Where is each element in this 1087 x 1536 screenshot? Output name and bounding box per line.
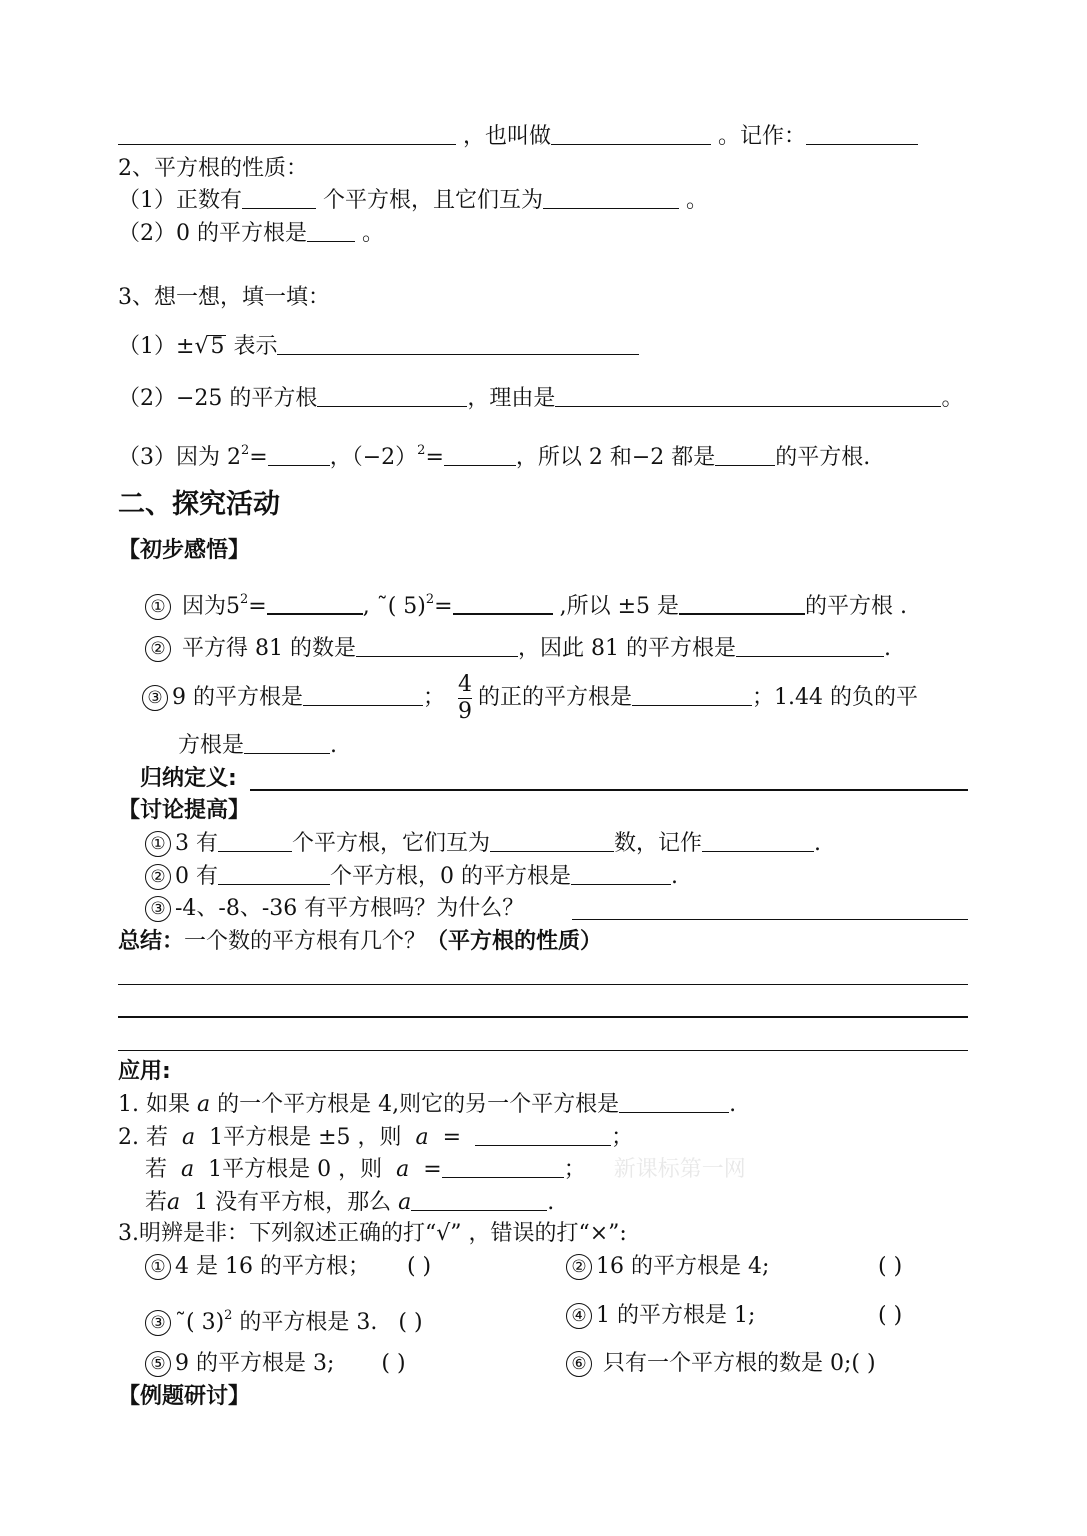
variable: a xyxy=(181,1125,196,1150)
preliminary-item-3 xyxy=(142,670,918,726)
text: 的一个平方根是 4,则它的另一个平方根是 xyxy=(217,1092,620,1117)
text: . xyxy=(883,636,891,661)
text: . xyxy=(330,733,338,758)
denominator: 9 xyxy=(458,698,473,724)
text: ，（−2） xyxy=(329,445,418,470)
variable: a xyxy=(396,1157,410,1182)
section-2-item-1 xyxy=(118,187,708,215)
discussion-item-3 xyxy=(145,895,524,923)
text: ，因此 81 的平方根是 xyxy=(517,636,736,661)
item-number: ① xyxy=(145,831,171,857)
statement-4 xyxy=(566,1302,755,1330)
text: 归纳定义: xyxy=(140,766,237,791)
text: 16 的平方根是 4; xyxy=(596,1254,770,1279)
answer-blank[interactable] xyxy=(619,1092,729,1113)
text: ； xyxy=(423,685,446,710)
text: ，理由是 xyxy=(467,386,556,411)
answer-blank[interactable] xyxy=(555,386,941,407)
item-number: ① xyxy=(145,1254,171,1280)
section-2-item-2 xyxy=(118,220,384,248)
application-q1 xyxy=(118,1091,736,1119)
discussion-item-1 xyxy=(145,830,821,858)
text: 1 没有平方根，那么 xyxy=(194,1190,392,1215)
statement-3 xyxy=(145,1302,423,1337)
exponent: 2 xyxy=(425,592,435,607)
text: （3）因为 2 xyxy=(118,445,241,470)
answer-blank[interactable] xyxy=(715,445,775,466)
item-number: ② xyxy=(566,1254,592,1280)
text: 3 有 xyxy=(175,831,218,856)
section-heading: 二、探究活动 xyxy=(118,489,280,520)
text: 个平方根，0 的平方根是 xyxy=(330,864,571,889)
answer-blank[interactable] xyxy=(244,733,330,754)
answer-blank[interactable] xyxy=(277,334,639,355)
variable: a xyxy=(415,1125,429,1150)
text: = xyxy=(425,445,444,470)
text: 4 是 16 的平方根； xyxy=(175,1254,370,1279)
answer-paren[interactable]: ( ) xyxy=(851,1351,876,1376)
preliminary-title: 【初步感悟】 xyxy=(118,538,251,563)
item-number: ⑥ xyxy=(566,1351,592,1377)
text: = xyxy=(249,445,268,470)
statement-2-paren[interactable]: ( ) xyxy=(878,1254,903,1279)
answer-blank[interactable] xyxy=(632,685,752,706)
answer-blank[interactable] xyxy=(307,221,355,242)
item-number: ③ xyxy=(142,685,168,711)
text: 1. 如果 xyxy=(118,1092,190,1117)
answer-blank[interactable] xyxy=(453,593,553,615)
application-q2-b xyxy=(145,1156,746,1184)
item-number: ② xyxy=(145,636,171,662)
preliminary-item-2 xyxy=(145,635,891,663)
sqrt-sign: √ xyxy=(194,334,209,359)
statement-2 xyxy=(566,1253,769,1281)
answer-blank[interactable] xyxy=(475,1125,611,1146)
exponent: 2 xyxy=(417,443,426,458)
text: 若 xyxy=(145,1190,168,1215)
section-2-title: 2、平方根的性质： xyxy=(118,156,308,181)
text: 。 xyxy=(686,188,709,213)
definition-blank[interactable] xyxy=(250,789,968,791)
text: 一个数的平方根有几个？ xyxy=(184,929,427,954)
item-number: ④ xyxy=(566,1303,592,1329)
text: 的平方根是 3. xyxy=(232,1310,378,1335)
answer-blank[interactable] xyxy=(543,188,679,209)
answer-paren[interactable]: ( ) xyxy=(381,1351,406,1376)
text: （2）0 的平方根是 xyxy=(118,221,307,246)
text: = xyxy=(248,594,267,619)
example-title: 【例题研讨】 xyxy=(118,1384,251,1409)
answer-blank[interactable] xyxy=(218,831,292,852)
statement-1 xyxy=(145,1253,431,1281)
answer-blank[interactable] xyxy=(118,124,456,145)
discussion-item-2 xyxy=(145,863,678,891)
text: 1 的平方根是 1; xyxy=(596,1303,756,1328)
answer-blank[interactable] xyxy=(411,1190,547,1211)
radicand: 5 xyxy=(210,334,225,359)
summary-blank[interactable] xyxy=(118,1016,968,1018)
application-title: 应用: xyxy=(118,1059,171,1084)
answer-paren[interactable]: ( ) xyxy=(398,1310,423,1335)
answer-blank[interactable] xyxy=(356,636,518,657)
text: ，也叫做 xyxy=(463,124,552,149)
text: 个平方根，它们互为 xyxy=(292,831,491,856)
text: （1）正数有 xyxy=(118,188,242,213)
text: 1平方根是 0 ，则 xyxy=(208,1157,383,1182)
text: 数，记作 xyxy=(614,831,703,856)
numerator: 4 xyxy=(458,671,473,697)
answer-blank[interactable] xyxy=(490,831,614,852)
text: 的平方根. xyxy=(775,445,871,470)
text: 2. 若 xyxy=(118,1125,168,1150)
text: ； xyxy=(611,1125,634,1150)
text: 个平方根，且它们互为 xyxy=(323,188,544,213)
text: 表示 xyxy=(233,334,278,359)
section-3-item-2 xyxy=(118,385,963,413)
section-3-item-1 xyxy=(118,333,639,361)
text: ˜( 3) xyxy=(175,1310,225,1335)
text: 的正的平方根是 xyxy=(478,685,633,710)
answer-blank[interactable] xyxy=(242,188,316,209)
text: 方根是 xyxy=(178,733,245,758)
section-3-title: 3、想一想，填一填： xyxy=(118,285,330,310)
text: （平方根的性质） xyxy=(426,929,603,954)
text: 总结： xyxy=(118,929,185,954)
summary-blank[interactable] xyxy=(118,1050,968,1051)
answer-blank[interactable] xyxy=(303,685,423,706)
text: = xyxy=(423,1157,442,1182)
exponent: 2 xyxy=(240,592,249,607)
answer-blank[interactable] xyxy=(571,864,671,885)
text: 0 有 xyxy=(175,864,218,889)
text: 的平方根 . xyxy=(805,594,908,619)
text: ，所以 2 和−2 都是 xyxy=(515,445,716,470)
answer-blank[interactable] xyxy=(806,124,918,145)
text: （2）−25 的平方根 xyxy=(118,386,318,411)
text: 1平方根是 ±5 ，则 xyxy=(209,1125,402,1150)
item-number: ① xyxy=(145,594,171,620)
text: 若 xyxy=(145,1157,168,1182)
fraction xyxy=(458,672,472,725)
answer-blank[interactable] xyxy=(442,1157,564,1178)
text: 9 的平方根是 xyxy=(172,685,303,710)
text: -4、-8、-36 有平方根吗？为什么？ xyxy=(175,896,525,921)
answer-blank[interactable] xyxy=(268,445,330,466)
text: ；1.44 的负的平 xyxy=(752,685,919,710)
application-q2 xyxy=(118,1124,633,1152)
text: ； xyxy=(563,1157,586,1182)
text: . xyxy=(671,864,678,889)
answer-blank[interactable] xyxy=(702,831,814,852)
text: , ˜( 5) xyxy=(362,594,426,619)
discussion-title: 【讨论提高】 xyxy=(118,798,251,823)
answer-blank[interactable] xyxy=(551,124,711,145)
answer-blank[interactable] xyxy=(317,386,467,407)
application-q3: 3.明辨是非：下列叙述正确的打“√” ，错误的打“×”: xyxy=(118,1221,627,1246)
answer-blank[interactable] xyxy=(267,593,363,615)
item-number: ③ xyxy=(145,896,171,922)
variable: a xyxy=(398,1190,412,1215)
text: 平方得 81 的数是 xyxy=(182,636,356,661)
answer-blank[interactable] xyxy=(218,864,330,885)
statement-4-paren[interactable]: ( ) xyxy=(878,1303,903,1328)
answer-paren[interactable]: ( ) xyxy=(406,1254,432,1279)
item-number: ⑤ xyxy=(145,1351,171,1377)
statement-5 xyxy=(145,1350,406,1378)
exponent: 2 xyxy=(224,1308,233,1323)
answer-blank[interactable] xyxy=(572,919,968,920)
statement-6 xyxy=(566,1350,876,1378)
text: 。 xyxy=(941,386,964,411)
answer-blank[interactable] xyxy=(444,445,516,466)
variable: a xyxy=(181,1157,195,1182)
application-q2-c xyxy=(145,1189,554,1217)
text: = xyxy=(442,1125,462,1150)
text: = xyxy=(434,594,453,619)
preliminary-item-3-cont xyxy=(178,732,337,760)
text: 。记作： xyxy=(718,124,807,149)
answer-blank[interactable] xyxy=(736,636,884,657)
text: 。 xyxy=(362,221,385,246)
text: （1）± xyxy=(118,334,195,359)
summary-blank[interactable] xyxy=(118,984,968,985)
section-3-item-3 xyxy=(118,437,870,472)
text: ,所以 ±5 是 xyxy=(559,594,680,619)
text: . xyxy=(547,1190,555,1215)
text: 9 的平方根是 3; xyxy=(175,1351,335,1376)
item-number: ② xyxy=(145,864,171,890)
exponent: 2 xyxy=(241,443,250,458)
item-number: ③ xyxy=(145,1310,171,1336)
text: 因为5 xyxy=(182,594,240,619)
text: . xyxy=(814,831,822,856)
answer-blank[interactable] xyxy=(679,593,805,615)
preliminary-item-1 xyxy=(145,586,907,621)
top-definition-line xyxy=(118,123,918,151)
induce-definition xyxy=(140,765,237,793)
variable: a xyxy=(167,1190,181,1215)
text: . xyxy=(729,1092,737,1117)
summary-line xyxy=(118,928,602,956)
watermark: 新课标第一网 xyxy=(613,1157,746,1182)
variable: a xyxy=(196,1092,211,1117)
text: 只有一个平方根的数是 0; xyxy=(596,1351,852,1376)
